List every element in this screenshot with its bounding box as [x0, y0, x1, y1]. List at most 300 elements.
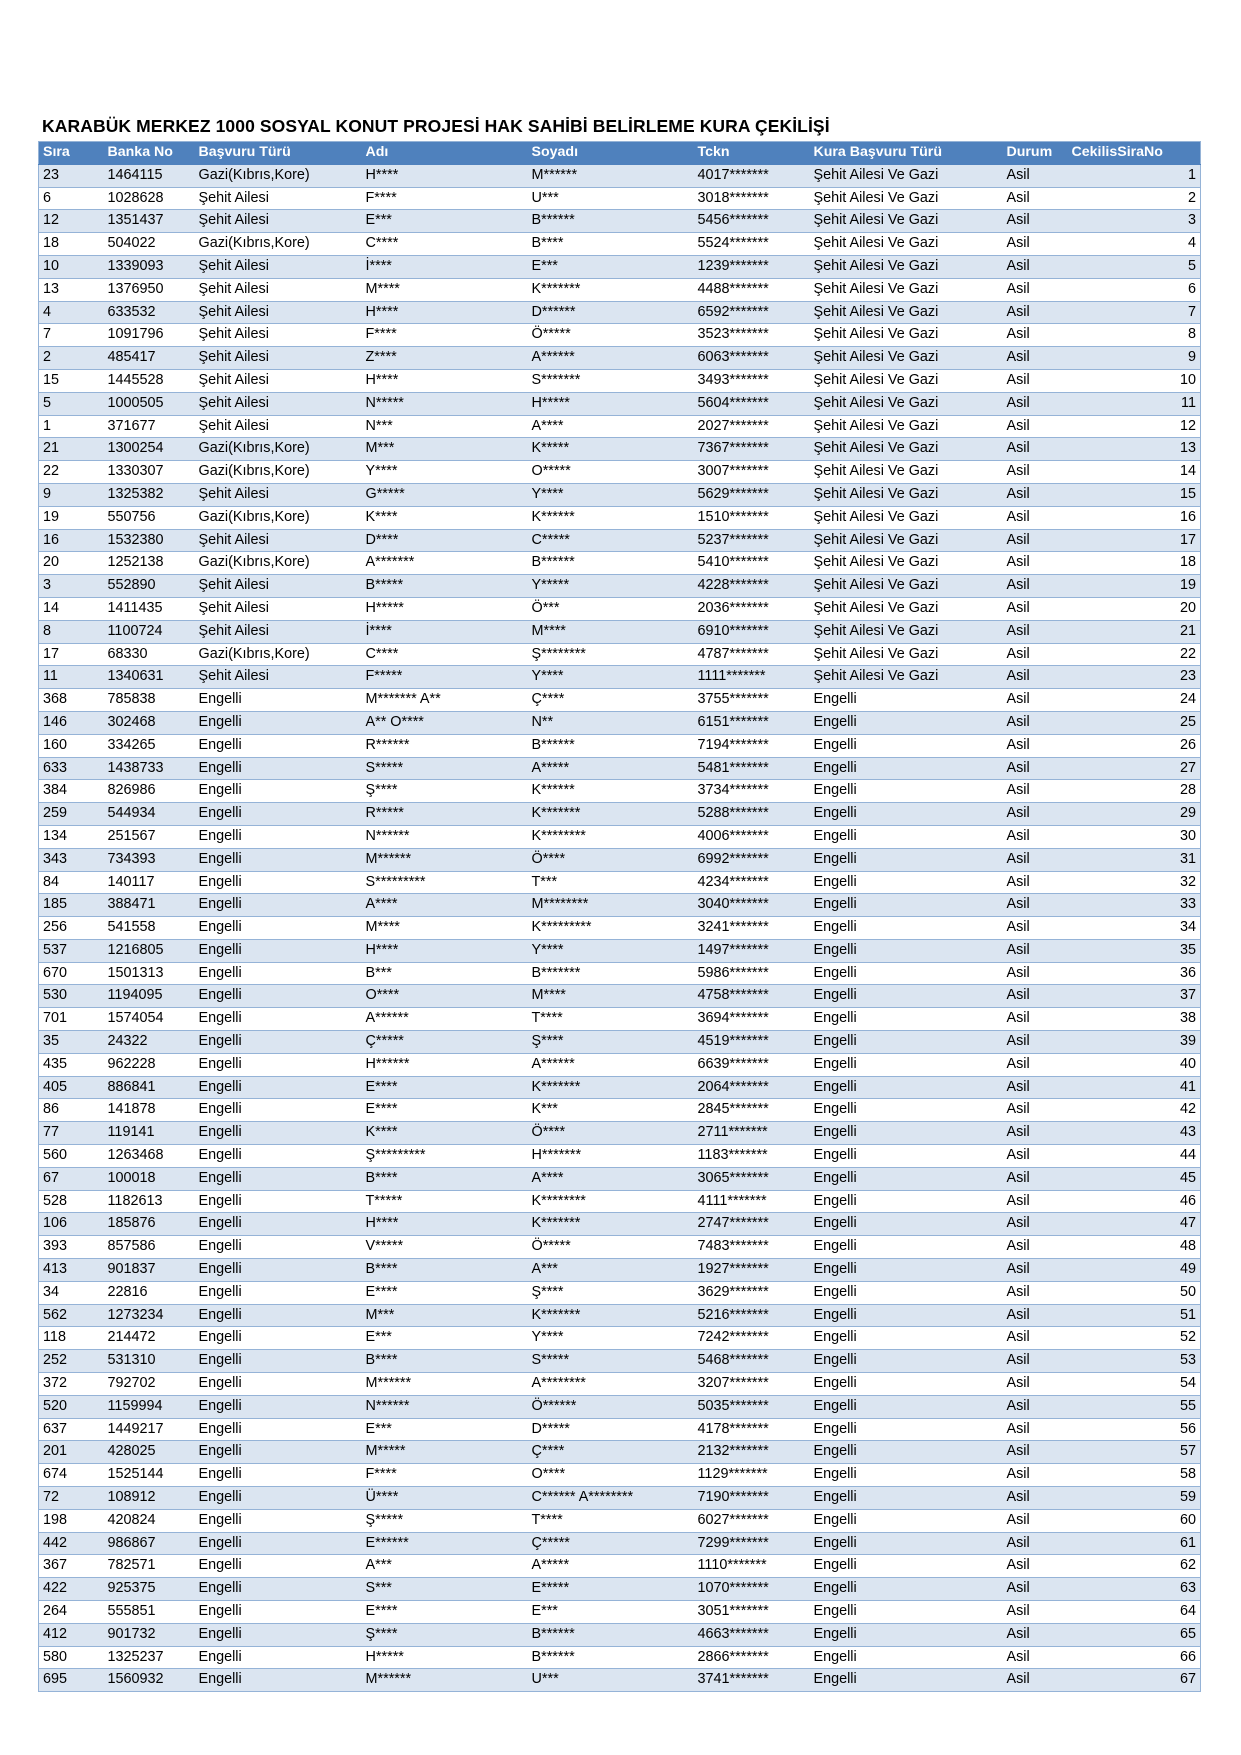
cell-durum: Asil [1003, 461, 1068, 484]
cell-cekilis-sira-no: 23 [1068, 666, 1201, 689]
cell-banka-no: 1339093 [104, 255, 195, 278]
table-row [39, 552, 1201, 575]
cell-basvuru-turu: Engelli [195, 1646, 362, 1669]
cell-tckn: 7190******* [694, 1487, 810, 1510]
cell-adi: A*** [362, 1555, 528, 1578]
cell-durum: Asil [1003, 483, 1068, 506]
column-header-durum: Durum [1003, 142, 1068, 165]
cell-banka-no: 1449217 [104, 1418, 195, 1441]
cell-soyadi: B****** [528, 1623, 694, 1646]
cell-sira: 530 [39, 985, 104, 1008]
cell-kura-basvuru-turu: Şehit Ailesi Ve Gazi [810, 301, 1003, 324]
cell-durum: Asil [1003, 392, 1068, 415]
cell-cekilis-sira-no: 57 [1068, 1441, 1201, 1464]
cell-basvuru-turu: Şehit Ailesi [195, 483, 362, 506]
cell-cekilis-sira-no: 43 [1068, 1122, 1201, 1145]
cell-kura-basvuru-turu: Şehit Ailesi Ve Gazi [810, 392, 1003, 415]
cell-banka-no: 371677 [104, 415, 195, 438]
cell-basvuru-turu: Şehit Ailesi [195, 187, 362, 210]
cell-cekilis-sira-no: 20 [1068, 597, 1201, 620]
cell-cekilis-sira-no: 52 [1068, 1327, 1201, 1350]
cell-soyadi: Ç**** [528, 689, 694, 712]
cell-adi: N****** [362, 825, 528, 848]
cell-adi: E**** [362, 1281, 528, 1304]
cell-tckn: 2866******* [694, 1646, 810, 1669]
cell-adi: B**** [362, 1167, 528, 1190]
cell-cekilis-sira-no: 14 [1068, 461, 1201, 484]
cell-kura-basvuru-turu: Engelli [810, 871, 1003, 894]
cell-basvuru-turu: Engelli [195, 894, 362, 917]
table-row [39, 1669, 1201, 1692]
table-row [39, 1350, 1201, 1373]
cell-adi: M****** [362, 1669, 528, 1692]
cell-sira: 6 [39, 187, 104, 210]
cell-soyadi: B******* [528, 962, 694, 985]
table-row [39, 369, 1201, 392]
cell-tckn: 4006******* [694, 825, 810, 848]
cell-adi: E**** [362, 1601, 528, 1624]
cell-cekilis-sira-no: 21 [1068, 620, 1201, 643]
table-row [39, 643, 1201, 666]
cell-tckn: 3065******* [694, 1167, 810, 1190]
cell-soyadi: Ö*** [528, 597, 694, 620]
column-header-sira: Sıra [39, 142, 104, 165]
cell-cekilis-sira-no: 25 [1068, 711, 1201, 734]
cell-soyadi: Ö****** [528, 1395, 694, 1418]
cell-adi: N****** [362, 1395, 528, 1418]
cell-kura-basvuru-turu: Engelli [810, 848, 1003, 871]
cell-tckn: 1239******* [694, 255, 810, 278]
cell-sira: 367 [39, 1555, 104, 1578]
cell-adi: İ**** [362, 620, 528, 643]
cell-sira: 84 [39, 871, 104, 894]
cell-durum: Asil [1003, 939, 1068, 962]
cell-durum: Asil [1003, 1418, 1068, 1441]
cell-kura-basvuru-turu: Engelli [810, 734, 1003, 757]
cell-soyadi: K********* [528, 917, 694, 940]
cell-banka-no: 541558 [104, 917, 195, 940]
cell-cekilis-sira-no: 12 [1068, 415, 1201, 438]
table-row [39, 1464, 1201, 1487]
cell-kura-basvuru-turu: Şehit Ailesi Ve Gazi [810, 506, 1003, 529]
cell-kura-basvuru-turu: Engelli [810, 917, 1003, 940]
cell-cekilis-sira-no: 55 [1068, 1395, 1201, 1418]
cell-soyadi: K*** [528, 1099, 694, 1122]
cell-cekilis-sira-no: 35 [1068, 939, 1201, 962]
cell-sira: 10 [39, 255, 104, 278]
cell-adi: T***** [362, 1190, 528, 1213]
cell-sira: 77 [39, 1122, 104, 1145]
cell-adi: Ş********* [362, 1145, 528, 1168]
cell-basvuru-turu: Şehit Ailesi [195, 575, 362, 598]
cell-adi: G***** [362, 483, 528, 506]
cell-cekilis-sira-no: 27 [1068, 757, 1201, 780]
cell-kura-basvuru-turu: Engelli [810, 1304, 1003, 1327]
cell-durum: Asil [1003, 734, 1068, 757]
cell-banka-no: 1340631 [104, 666, 195, 689]
cell-adi: E**** [362, 1099, 528, 1122]
cell-banka-no: 962228 [104, 1053, 195, 1076]
column-header-banka-no: Banka No [104, 142, 195, 165]
cell-tckn: 2845******* [694, 1099, 810, 1122]
cell-banka-no: 792702 [104, 1373, 195, 1396]
cell-basvuru-turu: Gazi(Kıbrıs,Kore) [195, 438, 362, 461]
table-row [39, 1145, 1201, 1168]
cell-sira: 2 [39, 347, 104, 370]
table-row [39, 233, 1201, 256]
cell-durum: Asil [1003, 1259, 1068, 1282]
cell-basvuru-turu: Şehit Ailesi [195, 347, 362, 370]
cell-adi: Ş***** [362, 1509, 528, 1532]
cell-kura-basvuru-turu: Engelli [810, 1487, 1003, 1510]
cell-tckn: 1129******* [694, 1464, 810, 1487]
cell-durum: Asil [1003, 1464, 1068, 1487]
cell-sira: 701 [39, 1008, 104, 1031]
table-row [39, 1623, 1201, 1646]
column-header-tckn: Tckn [694, 142, 810, 165]
table-row [39, 939, 1201, 962]
cell-cekilis-sira-no: 41 [1068, 1076, 1201, 1099]
cell-durum: Asil [1003, 1304, 1068, 1327]
cell-adi: E****** [362, 1532, 528, 1555]
cell-sira: 22 [39, 461, 104, 484]
cell-cekilis-sira-no: 19 [1068, 575, 1201, 598]
cell-banka-no: 1330307 [104, 461, 195, 484]
cell-tckn: 6910******* [694, 620, 810, 643]
table-row [39, 1555, 1201, 1578]
cell-durum: Asil [1003, 1555, 1068, 1578]
cell-durum: Asil [1003, 985, 1068, 1008]
cell-kura-basvuru-turu: Engelli [810, 894, 1003, 917]
cell-kura-basvuru-turu: Engelli [810, 1327, 1003, 1350]
table-row [39, 210, 1201, 233]
cell-tckn: 2747******* [694, 1213, 810, 1236]
table-row [39, 1167, 1201, 1190]
cell-cekilis-sira-no: 42 [1068, 1099, 1201, 1122]
cell-sira: 86 [39, 1099, 104, 1122]
cell-soyadi: B****** [528, 552, 694, 575]
cell-soyadi: K******* [528, 1304, 694, 1327]
cell-sira: 34 [39, 1281, 104, 1304]
cell-basvuru-turu: Gazi(Kıbrıs,Kore) [195, 643, 362, 666]
cell-adi: M**** [362, 917, 528, 940]
cell-kura-basvuru-turu: Şehit Ailesi Ve Gazi [810, 620, 1003, 643]
cell-kura-basvuru-turu: Engelli [810, 1555, 1003, 1578]
cell-adi: H****** [362, 1053, 528, 1076]
cell-kura-basvuru-turu: Engelli [810, 1122, 1003, 1145]
cell-banka-no: 24322 [104, 1031, 195, 1054]
cell-tckn: 1510******* [694, 506, 810, 529]
cell-durum: Asil [1003, 780, 1068, 803]
cell-sira: 8 [39, 620, 104, 643]
cell-tckn: 4178******* [694, 1418, 810, 1441]
cell-durum: Asil [1003, 529, 1068, 552]
cell-cekilis-sira-no: 51 [1068, 1304, 1201, 1327]
cell-tckn: 5410******* [694, 552, 810, 575]
cell-durum: Asil [1003, 506, 1068, 529]
cell-basvuru-turu: Engelli [195, 917, 362, 940]
cell-tckn: 3755******* [694, 689, 810, 712]
table-row [39, 347, 1201, 370]
cell-cekilis-sira-no: 62 [1068, 1555, 1201, 1578]
cell-cekilis-sira-no: 54 [1068, 1373, 1201, 1396]
cell-kura-basvuru-turu: Engelli [810, 1373, 1003, 1396]
cell-sira: 264 [39, 1601, 104, 1624]
cell-banka-no: 1325237 [104, 1646, 195, 1669]
cell-cekilis-sira-no: 13 [1068, 438, 1201, 461]
cell-adi: H**** [362, 164, 528, 187]
cell-basvuru-turu: Şehit Ailesi [195, 529, 362, 552]
cell-kura-basvuru-turu: Engelli [810, 1190, 1003, 1213]
table-row [39, 575, 1201, 598]
cell-sira: 259 [39, 803, 104, 826]
cell-soyadi: K******* [528, 803, 694, 826]
cell-soyadi: Ö**** [528, 848, 694, 871]
cell-soyadi: K****** [528, 506, 694, 529]
table-row [39, 803, 1201, 826]
cell-adi: M***** [362, 1441, 528, 1464]
cell-durum: Asil [1003, 233, 1068, 256]
cell-durum: Asil [1003, 962, 1068, 985]
cell-tckn: 5986******* [694, 962, 810, 985]
cell-tckn: 6592******* [694, 301, 810, 324]
table-row [39, 620, 1201, 643]
cell-kura-basvuru-turu: Engelli [810, 1236, 1003, 1259]
cell-soyadi: S***** [528, 1350, 694, 1373]
cell-kura-basvuru-turu: Engelli [810, 985, 1003, 1008]
cell-sira: 580 [39, 1646, 104, 1669]
cell-cekilis-sira-no: 45 [1068, 1167, 1201, 1190]
cell-adi: S*** [362, 1578, 528, 1601]
cell-durum: Asil [1003, 1190, 1068, 1213]
cell-tckn: 3741******* [694, 1669, 810, 1692]
cell-soyadi: T*** [528, 871, 694, 894]
table-row [39, 689, 1201, 712]
cell-sira: 160 [39, 734, 104, 757]
cell-soyadi: Ö***** [528, 1236, 694, 1259]
cell-adi: K**** [362, 506, 528, 529]
cell-sira: 670 [39, 962, 104, 985]
cell-adi: F**** [362, 324, 528, 347]
cell-durum: Asil [1003, 1373, 1068, 1396]
cell-kura-basvuru-turu: Engelli [810, 1281, 1003, 1304]
table-row [39, 962, 1201, 985]
cell-sira: 637 [39, 1418, 104, 1441]
cell-tckn: 4234******* [694, 871, 810, 894]
cell-soyadi: K******* [528, 1076, 694, 1099]
cell-adi: Ş**** [362, 1623, 528, 1646]
cell-tckn: 5237******* [694, 529, 810, 552]
cell-durum: Asil [1003, 369, 1068, 392]
table-row [39, 1259, 1201, 1282]
cell-soyadi: Y**** [528, 666, 694, 689]
table-row [39, 1031, 1201, 1054]
cell-kura-basvuru-turu: Engelli [810, 803, 1003, 826]
cell-soyadi: U*** [528, 187, 694, 210]
cell-banka-no: 1300254 [104, 438, 195, 461]
cell-cekilis-sira-no: 1 [1068, 164, 1201, 187]
cell-durum: Asil [1003, 1008, 1068, 1031]
cell-tckn: 6151******* [694, 711, 810, 734]
cell-cekilis-sira-no: 38 [1068, 1008, 1201, 1031]
table-row [39, 894, 1201, 917]
cell-adi: C**** [362, 233, 528, 256]
cell-cekilis-sira-no: 26 [1068, 734, 1201, 757]
cell-tckn: 6639******* [694, 1053, 810, 1076]
cell-banka-no: 857586 [104, 1236, 195, 1259]
cell-tckn: 6027******* [694, 1509, 810, 1532]
table-row [39, 1008, 1201, 1031]
cell-adi: S***** [362, 757, 528, 780]
cell-banka-no: 633532 [104, 301, 195, 324]
table-row [39, 757, 1201, 780]
table-row [39, 1578, 1201, 1601]
cell-cekilis-sira-no: 33 [1068, 894, 1201, 917]
cell-soyadi: H***** [528, 392, 694, 415]
cell-soyadi: C***** [528, 529, 694, 552]
cell-adi: V***** [362, 1236, 528, 1259]
cell-adi: Z**** [362, 347, 528, 370]
cell-banka-no: 141878 [104, 1099, 195, 1122]
table-row [39, 1304, 1201, 1327]
column-header-kura-basvuru-turu: Kura Başvuru Türü [810, 142, 1003, 165]
table-body [39, 164, 1201, 1691]
cell-adi: R****** [362, 734, 528, 757]
table-row [39, 1122, 1201, 1145]
cell-basvuru-turu: Engelli [195, 1008, 362, 1031]
cell-basvuru-turu: Engelli [195, 1373, 362, 1396]
table-row [39, 917, 1201, 940]
cell-basvuru-turu: Engelli [195, 1578, 362, 1601]
table-row [39, 666, 1201, 689]
cell-tckn: 5604******* [694, 392, 810, 415]
cell-cekilis-sira-no: 58 [1068, 1464, 1201, 1487]
cell-adi: M****** [362, 848, 528, 871]
cell-tckn: 3694******* [694, 1008, 810, 1031]
cell-sira: 23 [39, 164, 104, 187]
cell-durum: Asil [1003, 848, 1068, 871]
cell-kura-basvuru-turu: Engelli [810, 1167, 1003, 1190]
cell-soyadi: A****** [528, 1053, 694, 1076]
cell-sira: 435 [39, 1053, 104, 1076]
cell-adi: F**** [362, 1464, 528, 1487]
cell-adi: F***** [362, 666, 528, 689]
cell-soyadi: D***** [528, 1418, 694, 1441]
cell-tckn: 4228******* [694, 575, 810, 598]
cell-durum: Asil [1003, 187, 1068, 210]
cell-banka-no: 1574054 [104, 1008, 195, 1031]
cell-adi: E*** [362, 1327, 528, 1350]
cell-banka-no: 334265 [104, 734, 195, 757]
cell-tckn: 3018******* [694, 187, 810, 210]
table-row [39, 1601, 1201, 1624]
cell-sira: 11 [39, 666, 104, 689]
cell-sira: 146 [39, 711, 104, 734]
cell-durum: Asil [1003, 1031, 1068, 1054]
cell-basvuru-turu: Gazi(Kıbrıs,Kore) [195, 506, 362, 529]
cell-tckn: 5468******* [694, 1350, 810, 1373]
cell-kura-basvuru-turu: Şehit Ailesi Ve Gazi [810, 233, 1003, 256]
cell-basvuru-turu: Şehit Ailesi [195, 597, 362, 620]
cell-adi: B**** [362, 1350, 528, 1373]
cell-banka-no: 1273234 [104, 1304, 195, 1327]
cell-tckn: 1927******* [694, 1259, 810, 1282]
cell-sira: 106 [39, 1213, 104, 1236]
cell-tckn: 4519******* [694, 1031, 810, 1054]
cell-kura-basvuru-turu: Şehit Ailesi Ve Gazi [810, 461, 1003, 484]
cell-banka-no: 1525144 [104, 1464, 195, 1487]
cell-banka-no: 1216805 [104, 939, 195, 962]
table-row [39, 324, 1201, 347]
cell-banka-no: 901837 [104, 1259, 195, 1282]
cell-basvuru-turu: Engelli [195, 1395, 362, 1418]
cell-cekilis-sira-no: 50 [1068, 1281, 1201, 1304]
cell-durum: Asil [1003, 415, 1068, 438]
table-row [39, 1373, 1201, 1396]
cell-basvuru-turu: Şehit Ailesi [195, 369, 362, 392]
cell-kura-basvuru-turu: Engelli [810, 1418, 1003, 1441]
table-row [39, 1532, 1201, 1555]
cell-basvuru-turu: Engelli [195, 711, 362, 734]
table-row [39, 1213, 1201, 1236]
cell-basvuru-turu: Engelli [195, 1167, 362, 1190]
cell-banka-no: 1351437 [104, 210, 195, 233]
table-row [39, 780, 1201, 803]
cell-sira: 5 [39, 392, 104, 415]
cell-sira: 422 [39, 1578, 104, 1601]
cell-sira: 520 [39, 1395, 104, 1418]
cell-adi: R***** [362, 803, 528, 826]
cell-sira: 7 [39, 324, 104, 347]
cell-tckn: 7483******* [694, 1236, 810, 1259]
cell-sira: 185 [39, 894, 104, 917]
cell-durum: Asil [1003, 1145, 1068, 1168]
cell-kura-basvuru-turu: Engelli [810, 1395, 1003, 1418]
cell-tckn: 5216******* [694, 1304, 810, 1327]
cell-basvuru-turu: Engelli [195, 1236, 362, 1259]
cell-sira: 252 [39, 1350, 104, 1373]
cell-banka-no: 108912 [104, 1487, 195, 1510]
cell-kura-basvuru-turu: Şehit Ailesi Ve Gazi [810, 552, 1003, 575]
cell-durum: Asil [1003, 643, 1068, 666]
cell-durum: Asil [1003, 1646, 1068, 1669]
cell-basvuru-turu: Engelli [195, 1304, 362, 1327]
cell-cekilis-sira-no: 16 [1068, 506, 1201, 529]
cell-tckn: 5035******* [694, 1395, 810, 1418]
cell-soyadi: T**** [528, 1509, 694, 1532]
cell-kura-basvuru-turu: Engelli [810, 1099, 1003, 1122]
cell-cekilis-sira-no: 2 [1068, 187, 1201, 210]
cell-soyadi: A*** [528, 1259, 694, 1282]
cell-cekilis-sira-no: 17 [1068, 529, 1201, 552]
cell-durum: Asil [1003, 210, 1068, 233]
cell-kura-basvuru-turu: Engelli [810, 1578, 1003, 1601]
cell-banka-no: 986867 [104, 1532, 195, 1555]
cell-sira: 15 [39, 369, 104, 392]
cell-tckn: 3734******* [694, 780, 810, 803]
cell-sira: 537 [39, 939, 104, 962]
cell-adi: N*** [362, 415, 528, 438]
cell-soyadi: B****** [528, 210, 694, 233]
cell-banka-no: 1252138 [104, 552, 195, 575]
cell-sira: 118 [39, 1327, 104, 1350]
cell-adi: Y**** [362, 461, 528, 484]
cell-adi: H**** [362, 301, 528, 324]
cell-sira: 674 [39, 1464, 104, 1487]
cell-durum: Asil [1003, 803, 1068, 826]
cell-kura-basvuru-turu: Şehit Ailesi Ve Gazi [810, 347, 1003, 370]
cell-soyadi: M**** [528, 620, 694, 643]
